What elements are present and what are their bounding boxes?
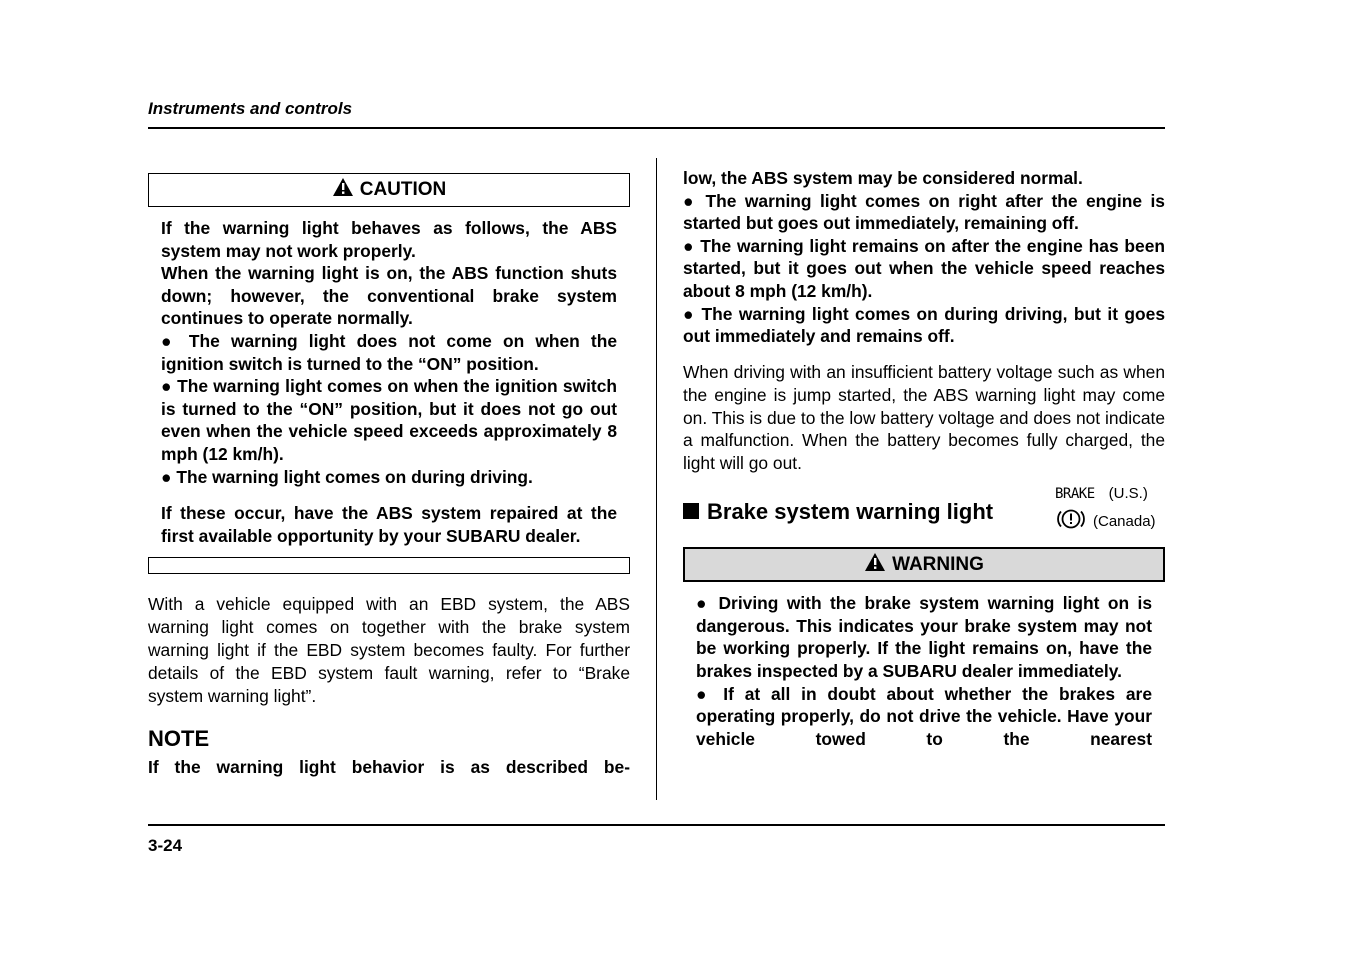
caution-bullet: ● The warning light comes on when the ignition switch is turned to the “ON” position, but it does not go out even when the vehicle speed exceeds approximately 8 mph (12 km/h). xyxy=(161,376,617,464)
note-bullet: ● The warning light remains on after the engine has been started, but it goes out when the vehicle speed reaches about 8 mph (12 km/h). xyxy=(683,235,1165,301)
caution-detail: When the warning light is on, the ABS function shuts down; however, the conventional brake system continues to operate normally. xyxy=(161,263,617,329)
indicator-us-label: (U.S.) xyxy=(1108,485,1148,503)
warning-triangle-icon xyxy=(864,552,886,578)
section-header: Instruments and controls xyxy=(148,99,353,118)
note-intro-part2: low, the ABS system may be considered normal. xyxy=(683,168,1083,188)
page-number: 3-24 xyxy=(148,836,183,855)
caution-bullet: ● The warning light comes on during driving. xyxy=(161,466,533,487)
warning-body xyxy=(683,582,1165,750)
brake-circle-exclamation-icon xyxy=(1055,508,1087,534)
note-bullet: ● The warning light comes on right after the engine is started but goes out immediately, remaining off. xyxy=(683,190,1165,234)
note-title: NOTE xyxy=(148,725,210,751)
header-rule xyxy=(148,127,1165,129)
column-divider xyxy=(656,158,657,800)
square-bullet-icon xyxy=(683,503,699,519)
warning-bullet: ● Driving with the brake system warning light on is dangerous. This indicates your brake system may not be working properly. If the light remains on, have the brakes inspected by a SUBARU dealer immediately. xyxy=(696,593,1152,682)
indicator-canada-label: (Canada) xyxy=(1093,512,1156,530)
warning-header xyxy=(683,547,1165,582)
caution-bullet: ● The warning light does not come on when the ignition switch is turned to the “ON” position. xyxy=(161,330,617,374)
caution-body xyxy=(148,207,630,547)
brake-indicator-canada xyxy=(1055,508,1156,534)
footer-rule xyxy=(148,824,1165,826)
caution-closing: If these occur, have the ABS system repaired at the first available opportunity by your SUBARU dealer. xyxy=(161,503,617,546)
brake-section-heading xyxy=(683,485,1165,537)
right-column xyxy=(683,167,1165,750)
brake-section-title: Brake system warning light xyxy=(683,499,993,525)
left-column xyxy=(148,173,630,778)
caution-footer-bar xyxy=(148,557,630,574)
caution-label: CAUTION xyxy=(359,179,447,200)
ebd-paragraph: With a vehicle equipped with an EBD system, the ABS warning light comes on together with the brake system warning light if the EBD system becomes faulty. For further details of the EBD system fault warning, refer to “Brake system warning light”. xyxy=(148,594,630,706)
note-intro-part1: If the warning light behavior is as described be- xyxy=(148,756,630,777)
brake-word-icon: BRAKE xyxy=(1055,485,1095,502)
battery-paragraph: When driving with an insufficient battery voltage such as when the engine is jump started, the ABS warning light may come on. This is due to the low battery voltage and does not indicate a malfunction. When the battery becomes fully charged, the light will go out. xyxy=(683,361,1165,474)
warning-label: WARNING xyxy=(892,553,984,575)
note-bullet: ● The warning light comes on during driving, but it goes out immediately and remains off. xyxy=(683,303,1165,347)
warning-bullet: ● If at all in doubt about whether the brakes are operating properly, do not drive the vehicle. Have your vehicle towed to the nearest xyxy=(696,683,1152,749)
brake-indicator-us xyxy=(1055,485,1148,502)
caution-header xyxy=(148,173,630,207)
warning-triangle-icon xyxy=(332,177,354,203)
caution-intro: If the warning light behaves as follows, the ABS system may not work properly. xyxy=(161,218,617,261)
